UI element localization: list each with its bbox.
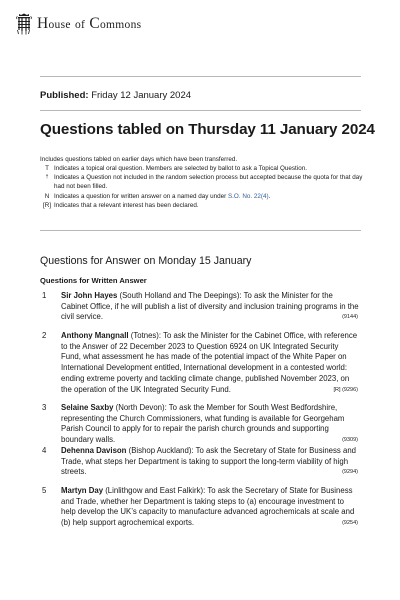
question-number: 3 — [42, 403, 47, 412]
question-reference: (9254) — [342, 520, 358, 527]
member-name: Anthony Mangnall — [61, 331, 129, 340]
legend-symbol: N — [44, 192, 50, 200]
legend-text: Indicates that a relevant interest has been declared. — [54, 201, 199, 209]
intro-text: Includes questions tabled on earlier days which have been transferred. — [40, 156, 238, 163]
symbol-legend — [40, 164, 370, 210]
published-divider — [40, 110, 361, 111]
question-text: Selaine Saxby (North Devon): To ask the Member for South West Bedfordshire, representing the Church Commissioners, what funding is available for Georgeham Parish Council to apply for to repair the parish church grounds and supporting boundary walls. — [61, 403, 345, 445]
question-reference: [R] (9296) — [333, 386, 358, 393]
legend-text: Indicates a Question not included in the random selection process but accepted because the quota for that day had not been filled. — [54, 174, 363, 191]
legend-text: Indicates a topical oral question. Members are selected by ballot to ask a Topical Question. — [54, 165, 307, 172]
legend-divider — [40, 230, 361, 231]
legend-item-relevant-interest — [40, 201, 370, 210]
member-name: Sir John Hayes — [61, 291, 118, 300]
portcullis-icon — [16, 13, 32, 35]
section-title: Questions for Answer on Monday 15 January — [40, 255, 252, 267]
published-label: Published: — [40, 90, 89, 101]
legend-symbol: [R] — [42, 201, 52, 209]
question-reference: (9309) — [342, 437, 358, 444]
legend-text: Indicates a question for written answer on a named day under S.O. No. 22(4). — [54, 192, 271, 200]
house-of-commons-header — [16, 13, 141, 35]
question-item — [40, 446, 360, 478]
legend-symbol: T — [45, 165, 49, 172]
question-number: 4 — [42, 446, 47, 455]
question-number: 1 — [42, 291, 47, 300]
question-number: 5 — [42, 486, 47, 495]
question-item — [40, 331, 360, 395]
question-text: Martyn Day (Linlithgow and East Falkirk): To ask the Secretary of State for Business and Trade, whether her Department is taking steps to (a) encourage investment to help develop the UK’s capacity to manufacture advanced agrochemicals at scale and (b) help support agrochemical exports. — [61, 486, 355, 528]
member-name: Dehenna Davison — [61, 446, 127, 455]
subsection-title: Questions for Written Answer — [40, 276, 147, 285]
house-of-commons-wordmark: House of Commons — [37, 15, 142, 32]
question-number: 2 — [42, 331, 47, 340]
question-text: Sir John Hayes (South Holland and The Deepings): To ask the Minister for the Cabinet Office, if he will publish a list of diversity and inclusion training programs in the civil service. — [61, 291, 359, 322]
question-item — [40, 291, 360, 323]
member-name: Selaine Saxby — [61, 403, 114, 412]
header-divider — [40, 76, 361, 77]
legend-item-topical — [40, 164, 370, 173]
question-reference: (9144) — [342, 314, 358, 321]
member-name: Martyn Day — [61, 486, 104, 495]
question-text: Anthony Mangnall (Totnes): To ask the Minister for the Cabinet Office, with reference to the Answer of 22 December 2023 to Question 6924 on UK Integrated Security Fund, what assessment he has made of the potential impact of the White Paper on International Development entitled, International development in a contested world: ending extreme poverty and tackling climate change, published November 2023, on the operation of the UK Integrated Security Fund. — [61, 331, 358, 394]
published-line — [40, 90, 191, 101]
question-reference: (9294) — [342, 469, 358, 476]
published-date: Friday 12 January 2024 — [91, 90, 192, 101]
question-item — [40, 486, 360, 529]
legend-item-dagger — [40, 173, 370, 191]
question-item — [40, 403, 360, 446]
page-title: Questions tabled on Thursday 11 January 2024 — [40, 121, 375, 138]
standing-order-link[interactable]: S.O. No. 22(4) — [227, 192, 269, 200]
legend-item-named-day — [40, 192, 370, 201]
legend-symbol: † — [45, 174, 49, 181]
question-text: Dehenna Davison (Bishop Auckland): To ask the Secretary of State for Business and Trade, what steps her Department is taking to support the long-term viability of high streets. — [61, 446, 356, 477]
